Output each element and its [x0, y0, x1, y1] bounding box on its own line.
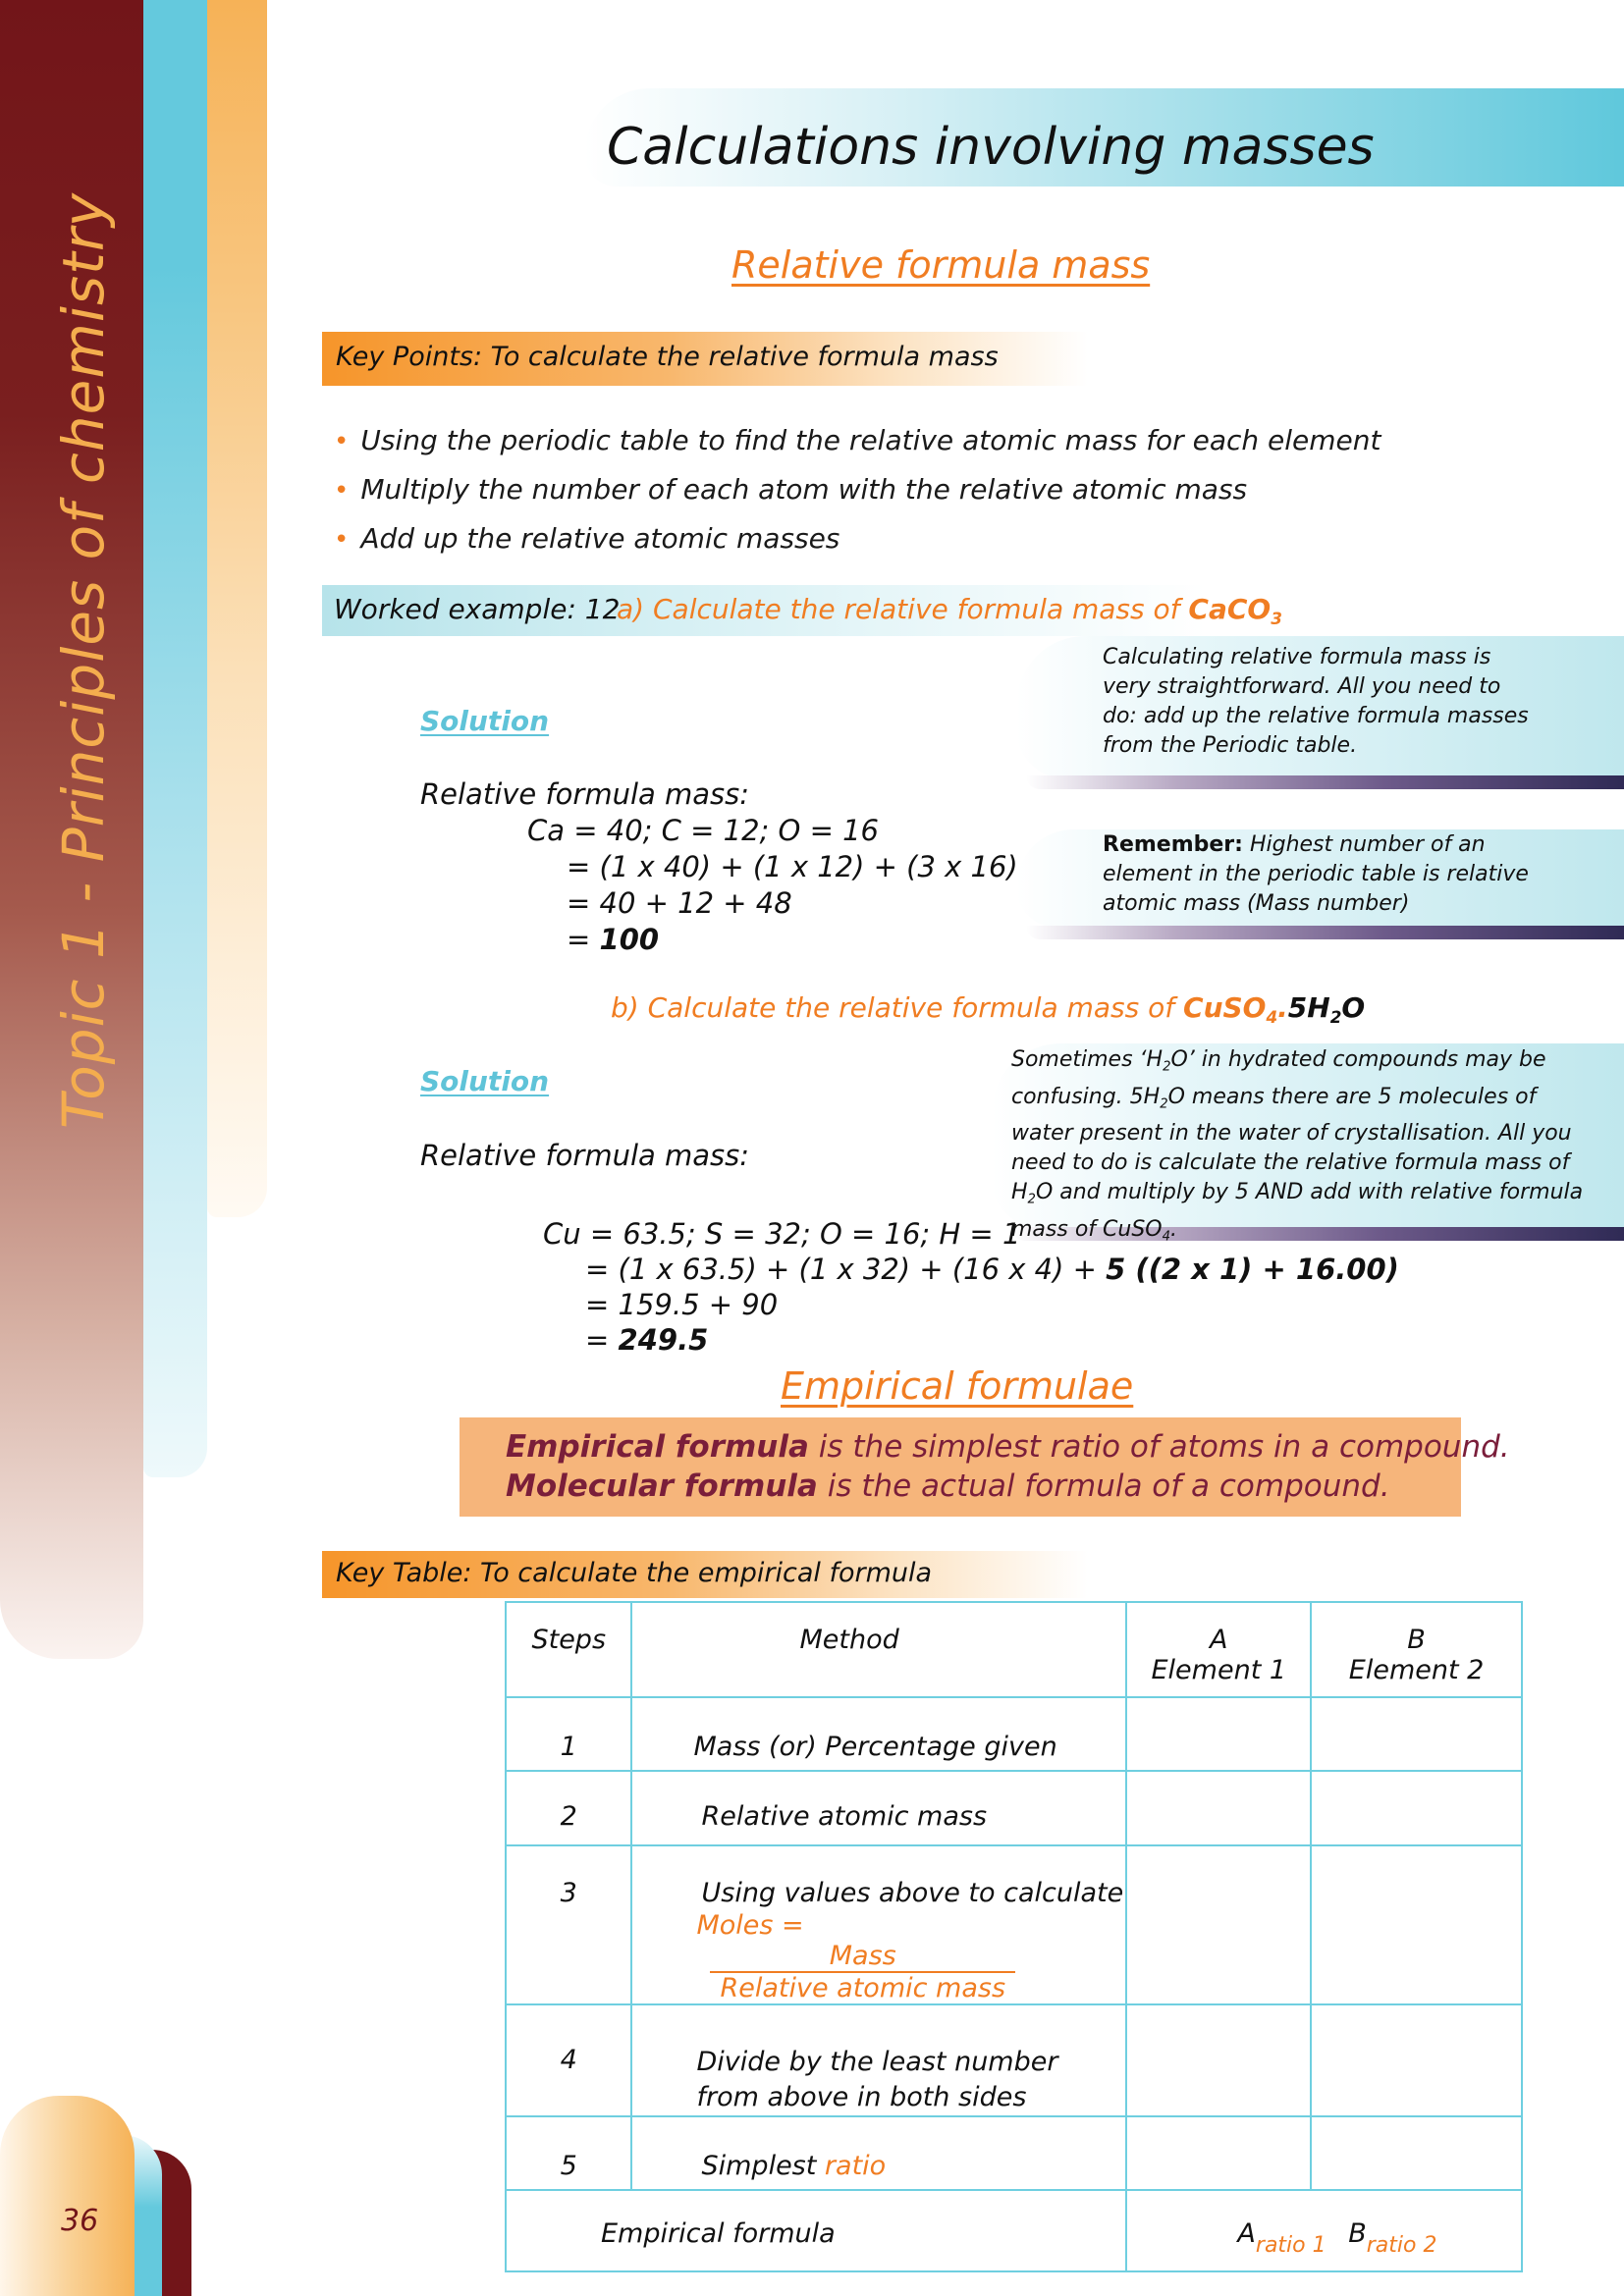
worked-example-label: Worked example: 12 — [334, 593, 621, 625]
cell-element-b — [1311, 1845, 1522, 2004]
callout-shadow — [1026, 775, 1624, 789]
key-points-bar — [322, 332, 1088, 386]
definition-empirical: Empirical formula is the simplest ratio of atoms in a compound. — [506, 1429, 1510, 1465]
header-element-a: A Element 1 — [1126, 1602, 1311, 1697]
key-points-label: Key Points: To calculate the relative formula mass — [336, 342, 999, 372]
formula-cuso4-5h2o: $CuSO_4.5H_2O$ — [1183, 991, 1366, 1027]
cell-element-a — [1126, 1697, 1311, 1771]
cell-element-b — [1311, 1771, 1522, 1845]
bullet-dot-icon: • — [334, 476, 350, 506]
formula-caco3: CaCO$_3$ — [1188, 593, 1282, 628]
callout-shadow — [1026, 926, 1624, 939]
key-table-label: Key Table: To calculate the empirical formula — [336, 1558, 933, 1588]
calc-line: Ca = 40; C = 12; O = 16 — [527, 814, 879, 847]
bullet-dot-icon: • — [334, 525, 350, 555]
hydrate-callout-text: Sometimes ‘$H_2O$’ in hydrated compounds may be confusing. $5H_2O$ means there are 5 molecules of water present in the water of crystallisation. All you need to do is calculate the relative formula mass of $H_2O$ and multiply by 5 AND add with relative formula mass of CuSO$_4$. — [1011, 1047, 1584, 1245]
table-final-row — [506, 2190, 1522, 2271]
table-header-row — [506, 1602, 1522, 1697]
bullet-item — [334, 424, 1380, 456]
step-method: Relative atomic mass — [631, 1771, 1126, 1845]
cell-element-a — [1126, 1845, 1311, 2004]
empirical-formula-result: $A_{ratio 1}$ $B_{ratio 2}$ — [1126, 2190, 1522, 2271]
bullet-dot-icon: • — [334, 427, 350, 456]
bullet-item — [334, 473, 1247, 506]
table-row — [506, 2116, 1522, 2190]
step-number: 3 — [506, 1845, 631, 2004]
tip-callout-text: Calculating relative formula mass is very straightforward. All you need to do: add up the relative formula masses from the Periodic table. — [1103, 645, 1529, 758]
header-element-b: B Element 2 — [1311, 1602, 1522, 1697]
rfm-label-a: Relative formula mass: — [420, 777, 750, 811]
cell-element-b — [1311, 1697, 1522, 1771]
calc-line: Cu = 63.5; S = 32; O = 16; H = 1 — [543, 1217, 1021, 1251]
step-method: Mass (or) Percentage given — [631, 1697, 1126, 1771]
step-method: Simplest ratio — [631, 2116, 1126, 2190]
rfm-label-b: Relative formula mass: — [420, 1139, 750, 1172]
cell-element-a — [1126, 2116, 1311, 2190]
step-number: 2 — [506, 1771, 631, 1845]
solution-label-a: Solution — [420, 705, 550, 737]
definition-molecular: Molecular formula is the actual formula of a compound. — [506, 1468, 1390, 1504]
step-number: 1 — [506, 1697, 631, 1771]
header-steps: Steps — [506, 1602, 631, 1697]
key-table-bar — [322, 1551, 1088, 1598]
cell-element-b — [1311, 2116, 1522, 2190]
table-row — [506, 1771, 1522, 1845]
table-row — [506, 1697, 1522, 1771]
moles-fraction: $\frac{\text{Mass}}{\text{Relative atomic mass}}$ — [710, 1941, 1015, 2003]
step-method: Using values above to calculate Moles = $\frac{\text{Mass}}{\text{Relative atomic mass}}$ — [631, 1845, 1126, 2004]
bullet-item — [334, 522, 839, 555]
solution-label-b: Solution — [420, 1065, 550, 1097]
moles-formula: Moles = $\frac{\text{Mass}}{\text{Relative atomic mass}}$ — [632, 1908, 1125, 2003]
bullet-text: Using the periodic table to find the relative atomic mass for each element — [360, 424, 1381, 456]
question-a-text: a) Calculate the relative formula mass of — [617, 593, 1189, 625]
sidebar-cyan-stripe — [143, 0, 207, 1477]
calc-result-a: = 100 — [567, 923, 660, 956]
question-b-text: b) Calculate the relative formula mass of — [611, 991, 1184, 1024]
remember-callout-text: Remember: Highest number of an element in the periodic table is relative atomic mass (Mass number) — [1103, 832, 1529, 916]
topic-title: Topic 1 - Principles of chemistry — [50, 191, 117, 1129]
table-row — [506, 1845, 1522, 2004]
page-title: Calculations involving masses — [607, 118, 1375, 177]
cell-element-a — [1126, 2004, 1311, 2116]
cell-element-b — [1311, 2004, 1522, 2116]
empirical-formula-table — [505, 1601, 1523, 2272]
bullet-text: Multiply the number of each atom with the relative atomic mass — [360, 473, 1248, 506]
bullet-text: Add up the relative atomic masses — [360, 522, 840, 555]
empirical-formula-label: Empirical formula — [506, 2190, 1126, 2271]
header-method: Method — [631, 1602, 1126, 1697]
calc-line: = 40 + 12 + 48 — [567, 886, 792, 920]
step-method: Divide by the least number from above in both sides — [631, 2004, 1126, 2116]
footer-orange-tab — [0, 2096, 135, 2296]
calc-line: = (1 x 63.5) + (1 x 32) + (16 x 4) + 5 ((2 x 1) + 16.00) — [585, 1253, 1399, 1286]
question-b — [611, 991, 1365, 1027]
page-number: 36 — [61, 2204, 99, 2238]
section-heading-relative-formula-mass: Relative formula mass — [731, 243, 1151, 287]
calc-line: = (1 x 40) + (1 x 12) + (3 x 16) — [567, 850, 1018, 883]
step-number: 5 — [506, 2116, 631, 2190]
cell-element-a — [1126, 1771, 1311, 1845]
question-a — [617, 593, 1282, 628]
section-heading-empirical-formulae: Empirical formulae — [781, 1364, 1134, 1408]
table-row — [506, 2004, 1522, 2116]
calc-line: = 159.5 + 90 — [585, 1288, 779, 1321]
sidebar-orange-stripe — [207, 0, 267, 1217]
calc-result-b: = 249.5 — [585, 1323, 709, 1357]
step-number: 4 — [506, 2004, 631, 2116]
